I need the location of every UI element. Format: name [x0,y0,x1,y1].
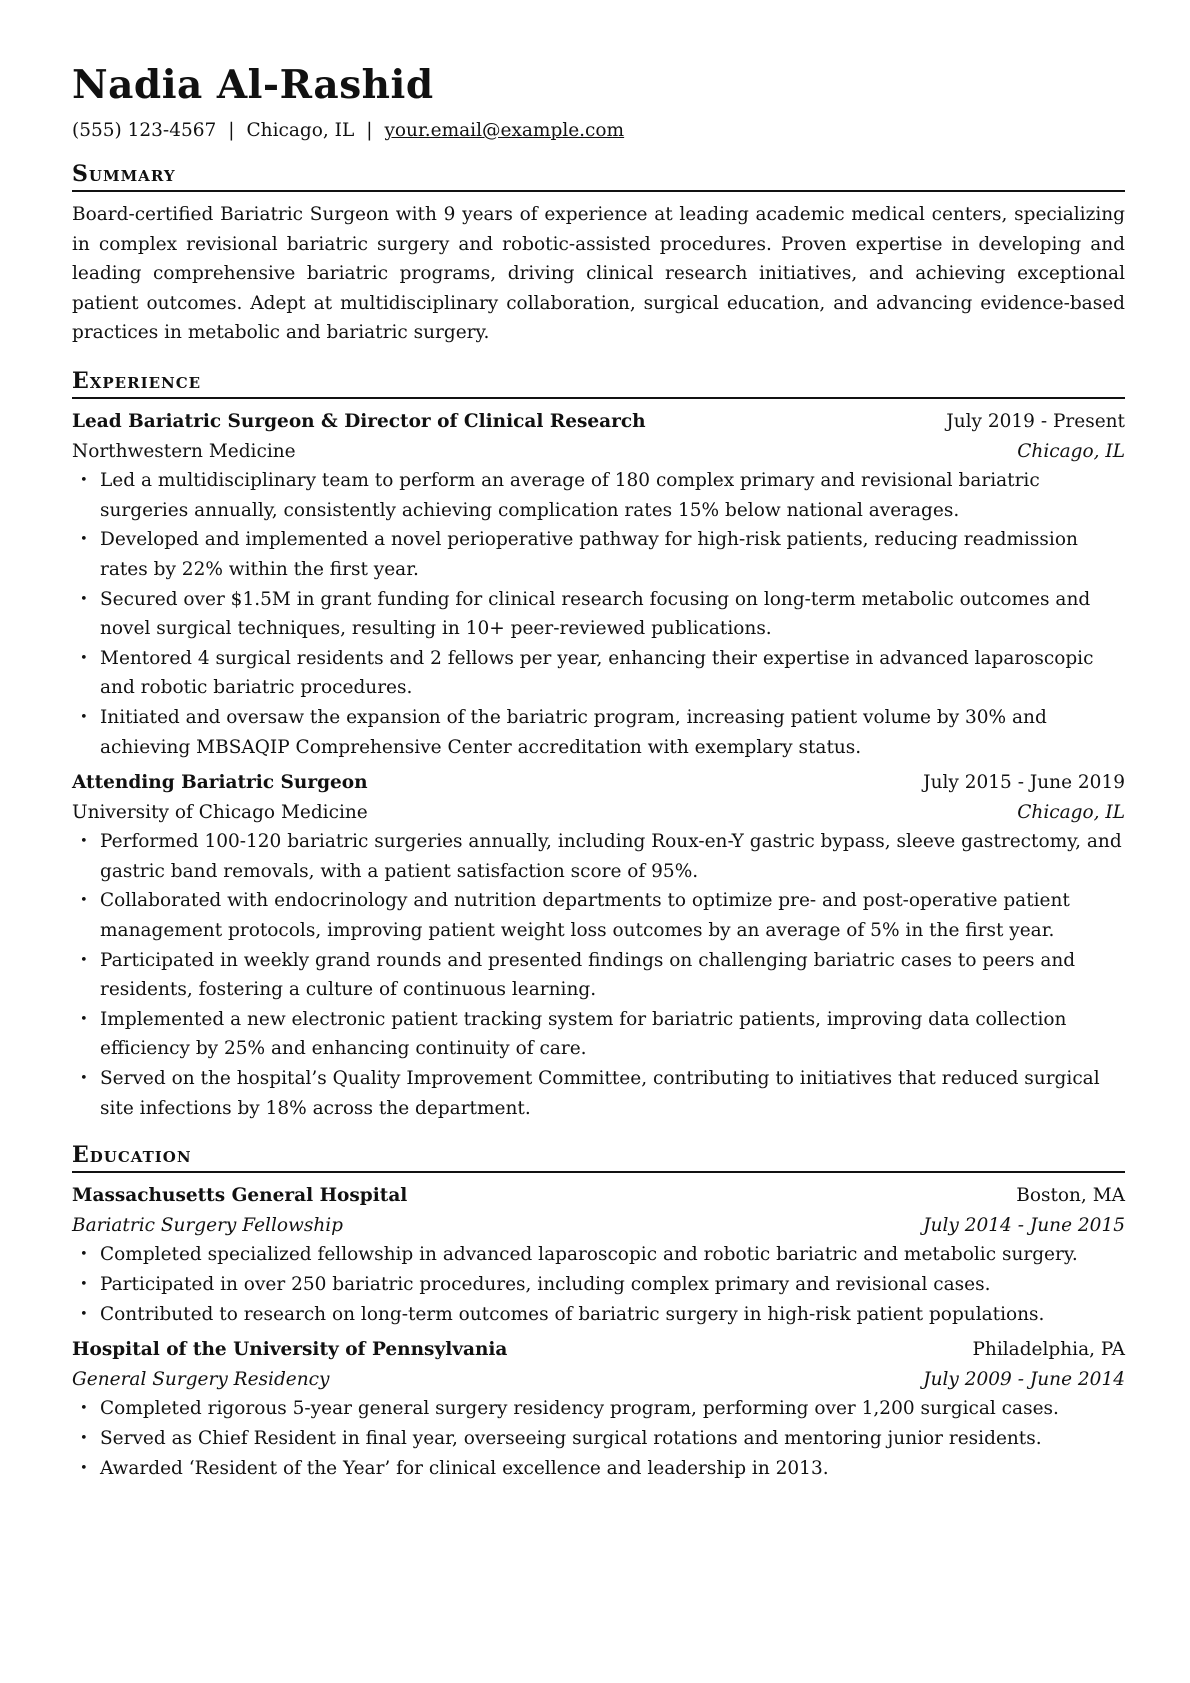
entry-heading-row [72,1335,1125,1365]
institution-name: Massachusetts General Hospital [72,1185,408,1207]
program-dates: July 2014 - June 2015 [923,1214,1125,1236]
entry-heading-row [72,407,1125,437]
list-item [72,525,1125,584]
list-item [72,827,1125,886]
bullet-icon: • [80,1430,88,1446]
bullet-icon: • [80,1460,88,1476]
list-item [72,703,1125,762]
job-location: Chicago, IL [1017,440,1125,462]
experience-entry [72,407,1125,762]
entry-heading-row [72,768,1125,798]
list-item-text: Completed rigorous 5-year general surgery residency program, performing over 1,200 surgical cases. [100,1398,1059,1420]
list-item-text: Completed specialized fellowship in advanced laparoscopic and robotic bariatric and metabolic surgery. [100,1244,1078,1266]
job-location: Chicago, IL [1017,801,1125,823]
list-item [72,1270,1125,1300]
experience-entry [72,768,1125,1123]
list-item [72,1240,1125,1270]
list-item [72,1064,1125,1123]
email-link[interactable]: your.email@example.com [384,120,625,141]
list-item [72,1424,1125,1454]
list-item [72,1394,1125,1424]
program-name: Bariatric Surgery Fellowship [72,1214,343,1236]
entry-subheading-row [72,1365,1125,1395]
job-title: Lead Bariatric Surgeon & Director of Clinical Research [72,410,646,432]
section-title-experience: Experience [72,367,1125,399]
contact-separator: | [366,120,373,141]
summary-section [72,160,1125,348]
list-item-text: Served as Chief Resident in final year, overseeing surgical rotations and mentoring junior residents. [100,1427,1042,1449]
list-item [72,585,1125,644]
list-item [72,886,1125,945]
list-item-text: Developed and implemented a novel perioperative pathway for high-risk patients, reducing readmission rates by 22% within the first year. [100,529,1078,580]
bullet-icon: • [80,1071,88,1087]
bullet-icon: • [80,1277,88,1292]
list-item-text: Participated in over 250 bariatric procedures, including complex primary and revisional cases. [100,1274,991,1295]
bullet-icon: • [80,834,88,850]
program-dates: July 2009 - June 2014 [923,1368,1125,1390]
list-item [72,1300,1125,1330]
list-item [72,1005,1125,1064]
education-section [72,1141,1125,1483]
bullet-icon: • [80,1011,88,1027]
list-item [72,466,1125,525]
experience-section [72,367,1125,1123]
job-dates: July 2015 - June 2019 [923,772,1125,794]
institution-location: Boston, MA [1016,1185,1125,1207]
education-detail-list [72,1394,1125,1483]
contact-line [72,118,1125,144]
section-title-summary: Summary [72,160,1125,192]
list-item [72,1454,1125,1484]
list-item [72,946,1125,1005]
summary-text: Board-certified Bariatric Surgeon with 9 years of experience at leading academic medical centers, specializing in complex revisional bariatric surgery and robotic-assisted procedures. Proven expertise in developing and leading comprehensive bariatric programs, driving clinical research initiatives, and achieving exceptional patient outcomes. Adept at multidisciplinary collaboration, surgical education, and advancing evidence-based practices in metabolic and bariatric surgery. [72,204,1125,344]
location-text: Chicago, IL [246,120,355,141]
entry-heading-row [72,1181,1125,1211]
list-item-text: Led a multidisciplinary team to perform an average of 180 complex primary and revisional bariatric surgeries annually, consistently achieving complication rates 15% below national averages. [100,470,1040,521]
list-item-text: Implemented a new electronic patient tracking system for bariatric patients, improving data collection efficiency by 25% and enhancing continuity of care. [100,1008,1067,1060]
list-item-text: Awarded ‘Resident of the Year’ for clinical excellence and leadership in 2013. [100,1457,829,1479]
contact-separator: | [228,120,235,141]
bullet-icon: • [80,650,88,666]
entry-subheading-row [72,437,1125,467]
section-title-education: Education [72,1141,1125,1173]
resume-header [72,60,1125,144]
education-entry [72,1335,1125,1483]
bullet-icon: • [80,473,88,489]
education-entry [72,1181,1125,1329]
list-item-text: Served on the hospital’s Quality Improvement Committee, contributing to initiatives that reduced surgical site infections by 18% across the department. [100,1068,1100,1119]
list-item-text: Participated in weekly grand rounds and presented findings on challenging bariatric cases to peers and residents, fostering a culture of continuous learning. [100,949,1076,1001]
list-item-text: Collaborated with endocrinology and nutrition departments to optimize pre- and post-operative patient management protocols, improving patient weight loss outcomes by an average of 5% in the first year. [100,890,1070,942]
bullet-icon: • [80,893,88,909]
bullet-icon: • [80,1401,88,1417]
candidate-name: Nadia Al-Rashid [72,62,434,108]
bullet-icon: • [80,709,88,725]
list-item-text: Secured over $1.5M in grant funding for clinical research focusing on long-term metabolic outcomes and novel surgical techniques, resulting in 10+ peer-reviewed publications. [100,588,1091,640]
list-item-text: Initiated and oversaw the expansion of the bariatric program, increasing patient volume by 30% and achieving MBSAQIP Comprehensive Center accreditation with exemplary status. [100,706,1047,758]
job-title: Attending Bariatric Surgeon [72,772,368,794]
list-item-text: Mentored 4 surgical residents and 2 fellows per year, enhancing their expertise in advanced laparoscopic and robotic bariatric procedures. [100,647,1094,699]
job-dates: July 2019 - Present [946,410,1125,432]
achievement-list [72,827,1125,1123]
entry-subheading-row [72,798,1125,828]
bullet-icon: • [80,1306,88,1322]
list-item-text: Performed 100-120 bariatric surgeries annually, including Roux-en-Y gastric bypass, sleeve gastrectomy, and gastric band removals, with a patient satisfaction score of 95%. [100,831,1122,882]
institution-location: Philadelphia, PA [972,1339,1125,1361]
bullet-icon: • [80,952,88,968]
phone-number: (555) 123-4567 [72,120,217,141]
achievement-list [72,466,1125,762]
program-name: General Surgery Residency [72,1368,330,1390]
bullet-icon: • [80,591,88,607]
bullet-icon: • [80,532,88,548]
list-item-text: Contributed to research on long-term outcomes of bariatric surgery in high-risk patient populations. [100,1303,1045,1325]
education-detail-list [72,1240,1125,1329]
resume-page [72,60,1125,1483]
employer-name: Northwestern Medicine [72,440,296,462]
bullet-icon: • [80,1247,88,1263]
entry-subheading-row [72,1211,1125,1241]
employer-name: University of Chicago Medicine [72,801,368,823]
institution-name: Hospital of the University of Pennsylvania [72,1339,508,1361]
list-item [72,644,1125,703]
